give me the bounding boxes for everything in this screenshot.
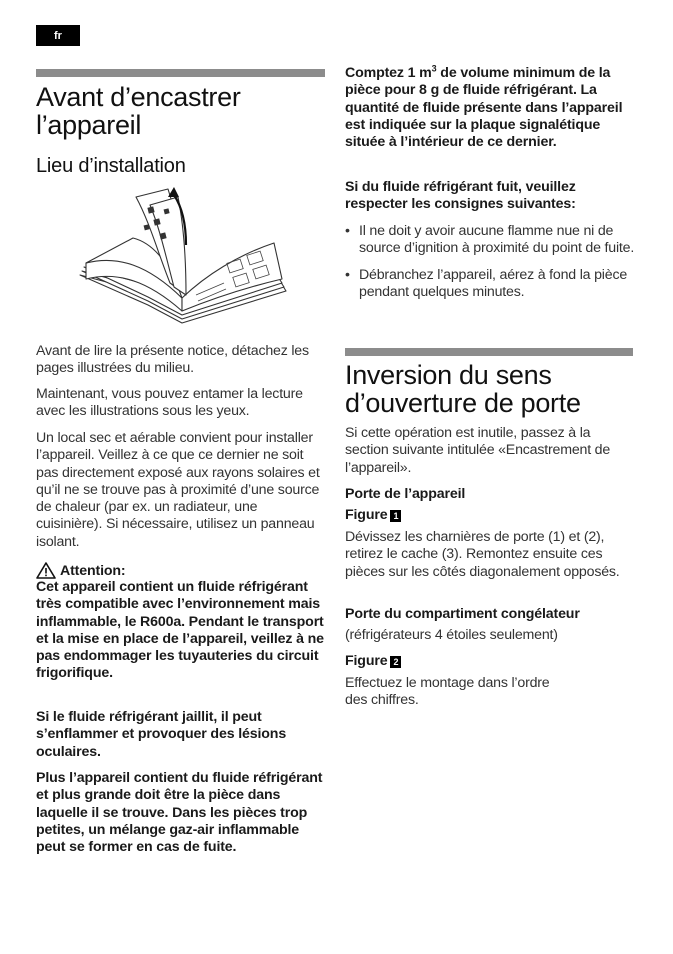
freezer-note: (réfrigérateurs 4 étoiles seulement): [345, 627, 558, 643]
booklet-illustration: [78, 183, 290, 331]
volume-pre: Comptez 1 m: [345, 65, 432, 81]
figure-label: Figure: [345, 653, 388, 669]
attention-label: Attention:: [60, 562, 126, 579]
intro-paragraph: Avant de lire la présente notice, détachez les pages illustrées du milieu.: [36, 343, 309, 377]
freezer-heading: Porte du compartiment congélateur: [345, 606, 580, 622]
leak-instructions-list: [345, 223, 637, 309]
door-instructions: Dévissez les charnières de porte (1) et (2), retirez le cache (3). Remontez ensuite ces pièces sur les côtés diagonalement opposés.: [345, 529, 620, 580]
assembly-line2: des chiffres.: [345, 692, 419, 709]
figure-2-label: [345, 653, 401, 670]
volume-sup: 3: [431, 63, 437, 74]
leak-intro: Si du fluide réfrigérant fuit, veuillez respecter les consignes suivantes:: [345, 179, 576, 213]
volume-post: de volume minimum de la pièce pour 8 g de fluide réfrigérant. La quantité de fluide présente dans l’appareil est indiquée sur la plaque signalétique située à l’intérieur de ce dernier.: [345, 65, 623, 151]
skip-intro: Si cette opération est inutile, passez à la section suivante intitulée «Encastrement de l’appareil».: [345, 425, 611, 476]
list-item: • Il ne doit y avoir aucune flamme nue ni de source d’ignition à proximité du point de fuite.: [345, 223, 637, 258]
assembly-line1: Effectuez le montage dans l’ordre: [345, 675, 550, 691]
warning-flammable: Cet appareil contient un fluide réfrigérant très compatible avec l’environnement mais inflammable, le R600a. Pendant le transport et la mise en place de l’appareil, veillez à ne pas endommager les tuyauteries du circuit frigorifique.: [36, 579, 324, 682]
section-title-line2: d’ouverture de porte: [345, 388, 581, 418]
page-title: [36, 83, 241, 139]
page-title-line2: l’appareil: [36, 110, 142, 140]
section-subtitle: Lieu d’installation: [36, 155, 186, 177]
figure-1-label: [345, 507, 401, 524]
section-rule-left: [36, 69, 325, 77]
warning-eye-injury: Si le fluide réfrigérant jaillit, il peut s’enflammer et provoquer des lésions oculaires.: [36, 709, 287, 760]
warning-room-size: Plus l’appareil contient du fluide réfrigérant et plus grande doit être la pièce dans laquelle il se trouve. Dans les pièces trop petites, un mélange gaz-air inflammable peut se former en cas de fuite.: [36, 770, 323, 856]
page-title-line1: Avant d’encastrer: [36, 82, 241, 112]
list-item: • Débranchez l’appareil, aérez à fond la pièce pendant quelques minutes.: [345, 267, 637, 302]
attention-heading: [36, 562, 125, 579]
language-tab: fr: [36, 25, 80, 46]
assembly-instructions: [345, 675, 637, 710]
door-heading: Porte de l’appareil: [345, 486, 466, 502]
section-title-line1: Inversion du sens: [345, 360, 552, 390]
figure-1-badge: 1: [390, 510, 401, 522]
section-rule-right: [345, 348, 633, 356]
reading-paragraph: Maintenant, vous pouvez entamer la lecture avec les illustrations sous les yeux.: [36, 386, 303, 420]
figure-2-badge: 2: [390, 656, 401, 668]
room-volume-text: [345, 65, 637, 151]
figure-label: Figure: [345, 507, 388, 523]
section-title: [345, 361, 581, 417]
warning-icon: [36, 562, 56, 579]
location-paragraph: Un local sec et aérable convient pour installer l’appareil. Veillez à ce que ce dernier ne soit pas directement exposé aux rayons solaires et qu’il ne se trouve pas à proximité d’une source de chaleur (par ex. un radiateur, une cuisinière). Si nécessaire, utilisez un panneau isolant.: [36, 430, 320, 550]
